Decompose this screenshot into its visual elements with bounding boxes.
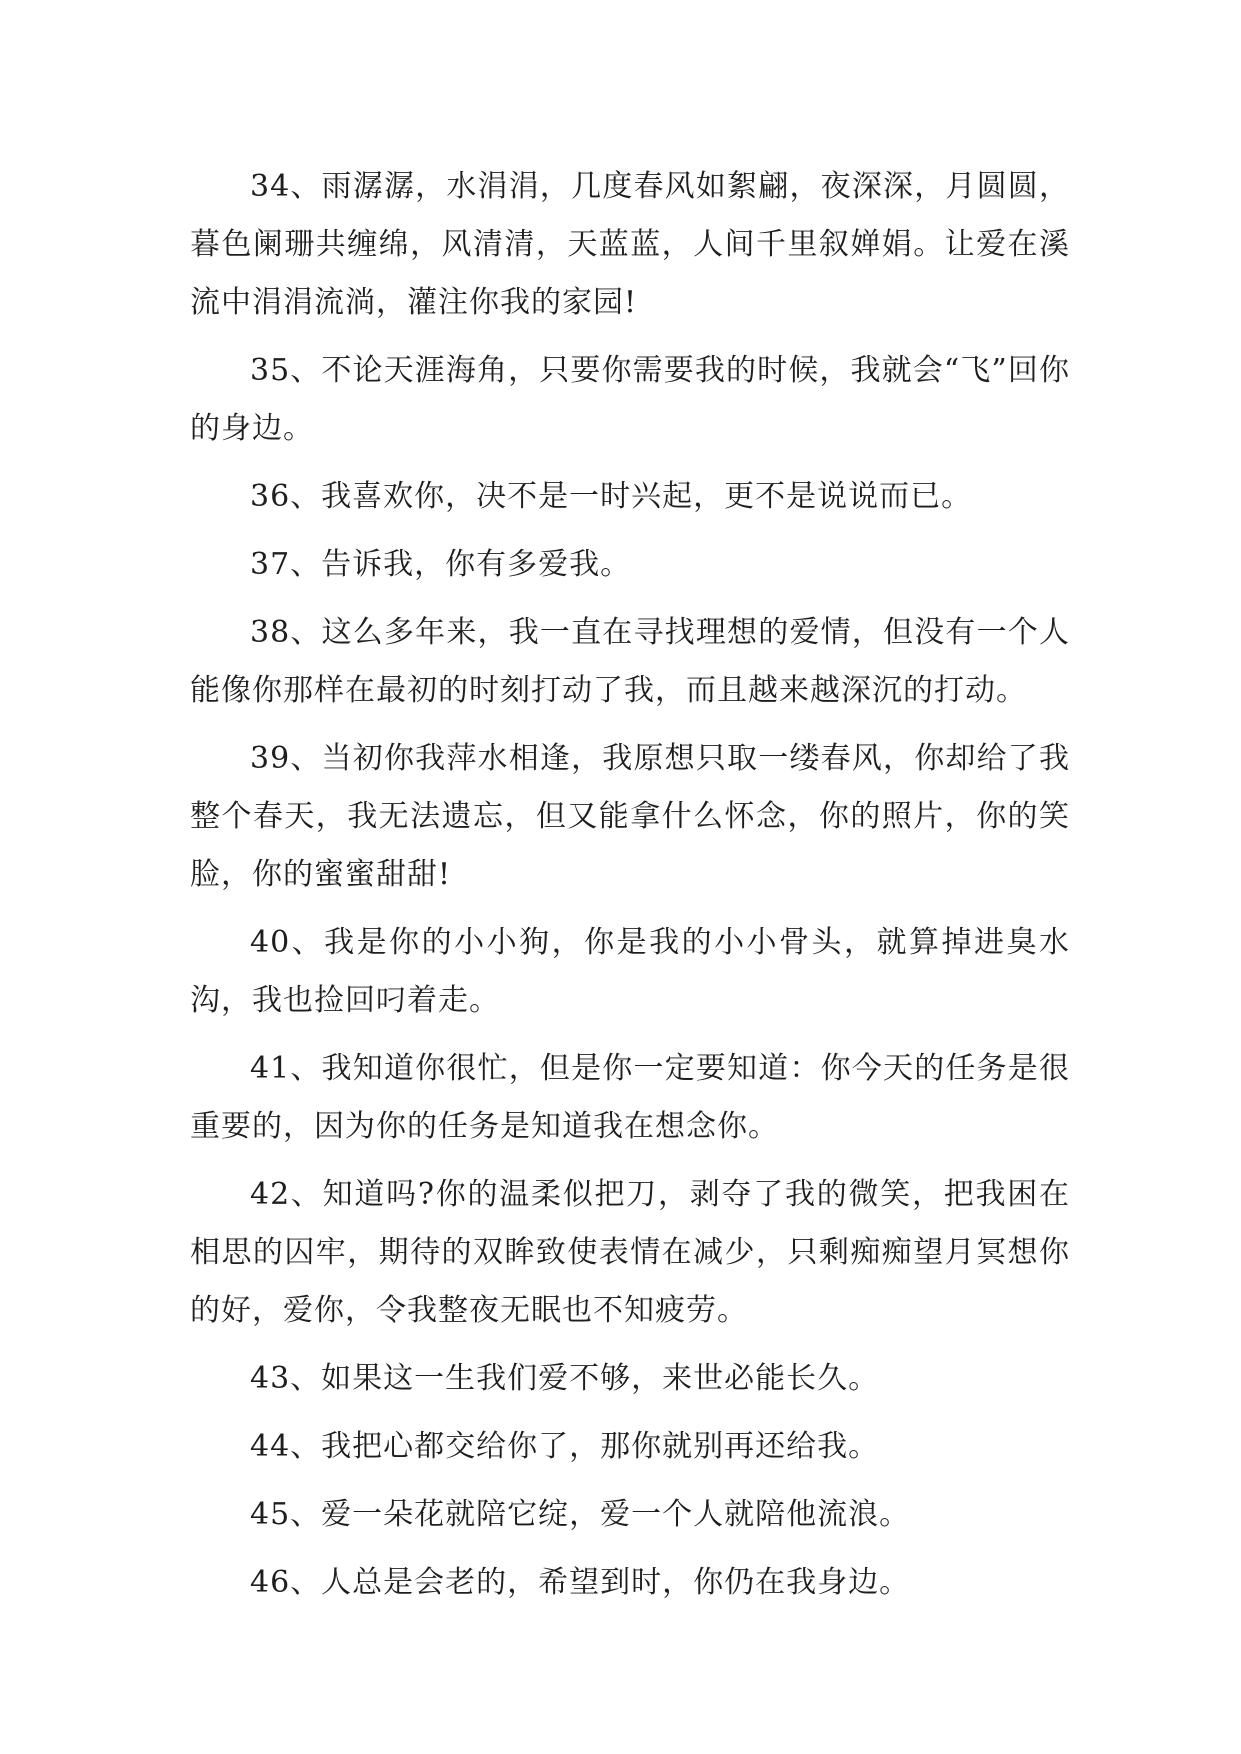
paragraph-40: 40、我是你的小小狗，你是我的小小骨头，就算掉进臭水沟，我也捡回叼着走。: [190, 925, 1070, 1018]
paragraph-36: 36、我喜欢你，决不是一时兴起，更不是说说而已。: [250, 479, 973, 514]
paragraph-35: 35、不论天涯海角，只要你需要我的时候，我就会“飞”回你的身边。: [190, 353, 1070, 446]
paragraph-38: 38、这么多年来，我一直在寻找理想的爱情，但没有一个人能像你那样在最初的时刻打动了我，而且越来越深沉的打动。: [190, 615, 1070, 708]
paragraph-46: 46、人总是会老的，希望到时，你仍在我身边。: [250, 1565, 911, 1600]
paragraph-41: 41、我知道你很忙，但是你一定要知道：你今天的任务是很重要的，因为你的任务是知道我在想念你。: [190, 1051, 1070, 1144]
paragraph-39: 39、当初你我萍水相逢，我原想只取一缕春风，你却给了我整个春天，我无法遗忘，但又能拿什么怀念，你的照片，你的笑脸，你的蜜蜜甜甜!: [190, 741, 1070, 892]
document-body: [190, 158, 1070, 1622]
paragraph-37: 37、告诉我，你有多爱我。: [250, 547, 632, 582]
paragraph-45: 45、爱一朵花就陪它绽，爱一个人就陪他流浪。: [250, 1497, 911, 1532]
paragraph-34: 34、雨潺潺，水涓涓，几度春风如絮翩，夜深深，月圆圆，暮色阑珊共缠绵，风清清，天蓝蓝，人间千里叙婵娟。让爱在溪流中涓涓流淌，灌注你我的家园!: [190, 169, 1070, 320]
paragraph-43: 43、如果这一生我们爱不够，来世必能长久。: [250, 1361, 880, 1396]
paragraph-44: 44、我把心都交给你了，那你就别再还给我。: [250, 1429, 880, 1464]
paragraph-42: 42、知道吗?你的温柔似把刀，剥夺了我的微笑，把我困在相思的囚牢，期待的双眸致使表情在减少，只剩痴痴望月冥想你的好，爱你，令我整夜无眠也不知疲劳。: [190, 1177, 1070, 1328]
